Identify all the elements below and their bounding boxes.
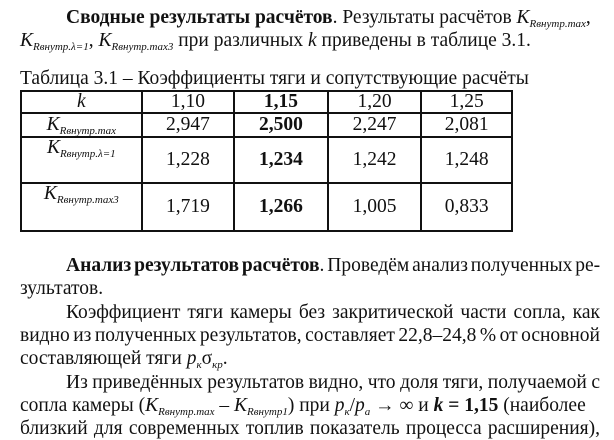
table-row bbox=[21, 137, 512, 183]
intro-line-1: Сводные результаты расчётов. Результаты расчётов $K_{Rвнутр.max}$, bbox=[66, 7, 591, 30]
intro-line-2: $K_{Rвнутр.\lambda=1}$, $K_{Rвнутр.max3}$ при различных k приведены в таблице 3.1. bbox=[20, 30, 531, 53]
analysis-line-5: составляющей тяги $p_к\sigma_{кр}$. bbox=[20, 348, 228, 371]
table-header-row bbox=[21, 91, 512, 113]
row-label: $K_{Rвнутр.max}$ bbox=[21, 113, 142, 137]
table-cell: 1,248 bbox=[421, 137, 512, 183]
row-label: $K_{Rвнутр.max3}$ bbox=[21, 183, 142, 231]
table-cell: 1,005 bbox=[328, 183, 422, 231]
table-caption: Таблица 3.1 – Коэффициенты тяги и сопутствующие расчёты bbox=[20, 68, 529, 89]
header-cell: 1,20 bbox=[328, 91, 422, 113]
table-cell: 2,247 bbox=[328, 113, 422, 137]
section-heading: Сводные результаты расчётов bbox=[66, 7, 333, 28]
analysis-line-7: сопла камеры $(K_{Rвнутр.max} - K_{Rвнутр1})$ при $p_к/p_a$ → ∞ и k = 1,15 (наиболее bbox=[20, 395, 586, 418]
table-cell: 2,081 bbox=[421, 113, 512, 137]
header-cell: 1,10 bbox=[142, 91, 235, 113]
row-label: $K_{Rвнутр.\lambda=1}$ bbox=[21, 137, 142, 183]
table-cell: 1,234 bbox=[234, 137, 328, 183]
coefficients-table bbox=[20, 90, 513, 232]
table-row bbox=[21, 113, 512, 137]
table-cell: 2,500 bbox=[234, 113, 328, 137]
header-cell: 1,25 bbox=[421, 91, 512, 113]
table-cell: 1,719 bbox=[142, 183, 235, 231]
analysis-line-4: видно из полученных результатов, составляет 22,8–24,8 % от основной bbox=[20, 325, 600, 346]
table-cell: 1,242 bbox=[328, 137, 422, 183]
table-cell: 1,266 bbox=[234, 183, 328, 231]
analysis-line-1: Анализ результатов расчётов. Проведём анализ полученных ре- bbox=[66, 255, 601, 276]
analysis-line-2: зультатов. bbox=[20, 278, 104, 299]
table-cell: 0,833 bbox=[421, 183, 512, 231]
analysis-line-6: Из приведённых результатов видно, что доля тяги, получаемой с bbox=[66, 372, 600, 393]
table-row bbox=[21, 183, 512, 231]
table-cell: 2,947 bbox=[142, 113, 235, 137]
table-cell: 1,228 bbox=[142, 137, 235, 183]
section-heading: Анализ результатов расчётов bbox=[66, 255, 320, 276]
analysis-line-3: Коэффициент тяги камеры без закритической части сопла, как bbox=[66, 302, 600, 323]
analysis-line-8: близкий для современных топлив показатель процесса расширения), bbox=[20, 418, 600, 439]
header-cell: k bbox=[21, 91, 142, 113]
header-cell: 1,15 bbox=[234, 91, 328, 113]
